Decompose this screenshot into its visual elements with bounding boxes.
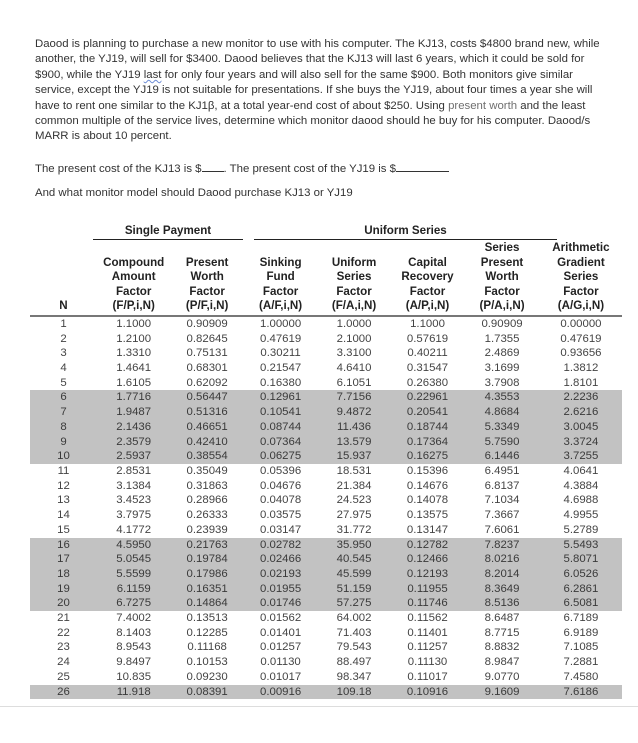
column-header-line: Arithmetic: [552, 241, 610, 254]
cell-n: 9: [30, 435, 97, 450]
cell-ag: 7.1085: [563, 641, 599, 654]
cell-af: 0.16380: [260, 376, 302, 389]
cell-pf: 0.62092: [186, 376, 228, 389]
cell-ap: 0.57619: [406, 332, 449, 345]
cell-af: 0.06275: [244, 449, 317, 464]
column-header-line: Present: [185, 255, 229, 269]
cell-fa: 7.7156: [317, 390, 390, 405]
cell-fa: 64.002: [336, 612, 372, 625]
cell-ap: 0.14676: [406, 479, 449, 492]
cell-pa: 7.1034: [484, 494, 520, 507]
cell-ap: 0.17364: [391, 435, 464, 450]
cell-ag: 6.9189: [563, 626, 599, 639]
question-present-cost: [35, 161, 449, 175]
column-header-line: Factor: [189, 284, 225, 298]
cell-pf: 0.35049: [186, 465, 228, 477]
cell-pa: 7.3667: [484, 509, 520, 522]
group-header-single-payment: Single Payment: [93, 224, 243, 240]
cell-af: 0.01746: [244, 596, 317, 611]
cell-fp: 7.4002: [116, 612, 152, 625]
column-header-line: (A/P,i,N): [405, 299, 450, 313]
cell-fp: 1.4641: [116, 362, 152, 375]
cell-af: 0.21547: [260, 362, 302, 375]
cell-n: 11: [57, 465, 70, 477]
table-row: [30, 479, 622, 494]
problem-statement: [35, 37, 605, 145]
cell-ag: 5.5493: [540, 538, 622, 553]
cell-pa: 8.9847: [484, 656, 520, 669]
cell-fa: 40.545: [317, 552, 390, 567]
column-header-line: Series: [563, 270, 599, 284]
cell-fp: 4.5950: [97, 538, 170, 553]
cell-ap: 0.18744: [391, 420, 464, 435]
column-header-line: Series: [336, 270, 372, 284]
cell-fa: 27.975: [336, 509, 372, 522]
cell-fa: 88.497: [336, 656, 372, 669]
cell-pa: 9.0770: [484, 670, 520, 683]
cell-af: 1.00000: [260, 317, 302, 330]
cell-ap: 0.11562: [407, 612, 448, 625]
header-row: [30, 241, 622, 316]
cell-ag: 1.8101: [563, 376, 599, 389]
table-row: [30, 670, 622, 685]
cell-af: 0.04078: [260, 494, 302, 507]
cell-n: 26: [30, 685, 97, 700]
cell-fa: 18.531: [336, 465, 372, 477]
cell-af: 0.05396: [260, 465, 302, 477]
cell-pf: 0.12285: [186, 626, 228, 639]
cell-pa: 8.0216: [464, 552, 540, 567]
table-row: [30, 449, 622, 464]
cell-af: 0.01257: [260, 641, 302, 654]
cell-fa: 24.523: [336, 494, 372, 507]
cell-ap: 0.15396: [406, 465, 449, 477]
column-header-line: Worth: [485, 270, 519, 284]
cell-pf: 0.82645: [186, 332, 228, 345]
bottom-divider: [0, 706, 638, 707]
cell-pf: 0.11168: [187, 641, 227, 654]
cell-ag: 3.3724: [540, 435, 622, 450]
cell-af: 0.30211: [260, 347, 301, 360]
cell-fp: 11.918: [97, 685, 170, 700]
cell-fp: 3.7975: [116, 509, 152, 522]
cell-n: 12: [57, 479, 70, 492]
cell-n: 20: [30, 596, 97, 611]
cell-pf: 0.23939: [186, 523, 228, 536]
cell-pa: 0.90909: [481, 317, 523, 330]
cell-ag: 7.2881: [563, 656, 599, 669]
cell-af: 0.47619: [260, 332, 302, 345]
cell-pa: 6.4951: [484, 465, 520, 477]
column-header-line: Factor: [115, 284, 152, 298]
cell-fa: 109.18: [317, 685, 390, 700]
cell-n: 15: [57, 523, 70, 536]
cell-ag: 7.6186: [540, 685, 622, 700]
table-body: [30, 316, 622, 699]
column-header-line: Fund: [266, 270, 295, 284]
cell-ag: 7.4580: [563, 670, 599, 683]
cell-fa: 98.347: [336, 670, 372, 683]
cell-af: 0.02466: [244, 552, 317, 567]
cell-fp: 5.0545: [97, 552, 170, 567]
cell-n: 21: [57, 612, 70, 625]
column-header-pf: [170, 241, 243, 316]
column-header-line: Compound: [103, 255, 165, 269]
cell-fp: 9.8497: [116, 656, 152, 669]
cell-pf: 0.68301: [186, 362, 228, 375]
problem-text-2: for only four years and will also sell for the same $900. Both monitors give similar service, except the YJ19 is not suitable for presentations. If she buys the YJ19, about four times a year she will have to rent one similar to the KJ1β, at a total year-end cost of about $250. Using: [35, 68, 593, 112]
cell-n: 13: [57, 494, 70, 507]
table-row: [30, 552, 622, 567]
column-header-line: Factor: [262, 284, 299, 298]
column-header-pa: [464, 241, 540, 316]
cell-af: 0.01955: [244, 582, 317, 597]
cell-pa: 2.4869: [484, 347, 520, 360]
cell-pa: 7.6061: [484, 523, 520, 536]
table-row: [30, 405, 622, 420]
cell-fa: 2.1000: [336, 332, 372, 345]
cell-pf: 0.08391: [170, 685, 243, 700]
cell-fp: 6.1159: [97, 582, 170, 597]
cell-ag: 1.3812: [563, 362, 599, 375]
cell-af: 0.10541: [244, 405, 317, 420]
column-header-line: Present: [480, 255, 524, 269]
cell-fa: 11.436: [317, 420, 390, 435]
interest-factor-table: [30, 241, 622, 699]
cell-n: 14: [57, 509, 70, 522]
cell-fp: 4.1772: [116, 523, 152, 536]
column-header-ap: [391, 241, 464, 316]
column-header-line: (A/F,i,N): [259, 299, 303, 313]
table-row: [30, 640, 622, 655]
column-header-fa: [317, 241, 390, 316]
cell-fa: 1.0000: [336, 317, 372, 330]
cell-ap: 0.11401: [407, 626, 448, 639]
column-header-line: Capital: [408, 255, 447, 269]
cell-af: 0.02193: [244, 567, 317, 582]
cell-pa: 8.3649: [464, 582, 540, 597]
cell-ap: 0.40211: [407, 347, 448, 360]
cell-ap: 0.16275: [391, 449, 464, 464]
cell-pa: 8.6487: [484, 612, 520, 625]
cell-pf: 0.46651: [170, 420, 243, 435]
column-header-line: Worth: [190, 270, 224, 284]
cell-fp: 1.7716: [97, 390, 170, 405]
cell-ap: 0.11130: [407, 656, 448, 669]
cell-pa: 6.8137: [484, 479, 520, 492]
cell-n: 17: [30, 552, 97, 567]
table-row: [30, 464, 622, 479]
column-header-fp: [97, 241, 170, 316]
column-header-line: Recovery: [401, 270, 454, 284]
table-row: [30, 596, 622, 611]
cell-af: 0.03575: [260, 509, 302, 522]
cell-ap: 0.12466: [391, 552, 464, 567]
cell-n: 3: [60, 347, 67, 360]
cell-ap: 0.26380: [406, 376, 449, 389]
cell-af: 0.00916: [244, 685, 317, 700]
table-row: [30, 508, 622, 523]
question-which-model: And what monitor model should Daood purchase KJ13 or YJ19: [35, 187, 353, 199]
cell-fp: 2.5937: [97, 449, 170, 464]
cell-ag: 6.7189: [563, 612, 599, 625]
table-row: [30, 435, 622, 450]
column-header-n: [30, 241, 97, 316]
cell-ag: 2.6216: [540, 405, 622, 420]
cell-pa: 8.8832: [484, 641, 520, 654]
cell-fp: 5.5599: [97, 567, 170, 582]
cell-pa: 9.1609: [464, 685, 540, 700]
column-header-line: (P/A,i,N): [479, 299, 525, 313]
cell-pf: 0.13513: [186, 612, 228, 625]
table-row: [30, 361, 622, 376]
column-header-line: (P/F,i,N): [185, 299, 229, 313]
cell-pf: 0.14864: [170, 596, 243, 611]
cell-ap: 0.12782: [391, 538, 464, 553]
cell-fa: 9.4872: [317, 405, 390, 420]
cell-pa: 4.8684: [464, 405, 540, 420]
cell-n: 24: [57, 656, 70, 669]
cell-pa: 4.3553: [464, 390, 540, 405]
cell-fa: 35.950: [317, 538, 390, 553]
cell-fa: 3.3100: [336, 347, 372, 360]
cell-fa: 79.543: [336, 641, 372, 654]
cell-fp: 1.6105: [116, 376, 152, 389]
cell-af: 0.12961: [244, 390, 317, 405]
cell-fa: 71.403: [336, 626, 372, 639]
cell-af: 0.07364: [244, 435, 317, 450]
column-header-line: Factor: [409, 284, 446, 298]
highlighted-phrase: present worth: [448, 99, 518, 112]
cell-n: 6: [30, 390, 97, 405]
cell-fp: 8.1403: [116, 626, 152, 639]
cell-pa: 8.2014: [464, 567, 540, 582]
cell-af: 0.01130: [260, 656, 301, 669]
cell-pa: 5.7590: [464, 435, 540, 450]
table-row: [30, 685, 622, 700]
column-header-line: (A/G,i,N): [557, 299, 605, 313]
cell-ap: 0.10916: [391, 685, 464, 700]
table-row: [30, 376, 622, 391]
cell-fa: 15.937: [317, 449, 390, 464]
cell-ap: 0.11257: [407, 641, 448, 654]
cell-af: 0.02782: [244, 538, 317, 553]
cell-pf: 0.51316: [170, 405, 243, 420]
cell-ap: 0.11017: [407, 670, 448, 683]
cell-fp: 1.2100: [116, 332, 152, 345]
column-header-line: Factor: [336, 284, 372, 298]
cell-ap: 0.31547: [406, 362, 449, 375]
cell-fp: 6.7275: [97, 596, 170, 611]
question-kj13-label: The present cost of the KJ13 is $: [35, 163, 202, 175]
cell-ap: 0.13575: [406, 509, 449, 522]
cell-ag: 0.00000: [560, 317, 602, 330]
table-row: [30, 332, 622, 347]
cell-n: 10: [30, 449, 97, 464]
cell-ag: 6.0526: [540, 567, 622, 582]
problem-text-3: and the least common multiple of the service lives, determine which monitor daood should he buy for his computer. Daood/s MARR is about 10 percent.: [35, 99, 591, 143]
cell-fa: 6.1051: [336, 376, 372, 389]
cell-ap: 0.20541: [391, 405, 464, 420]
cell-pf: 0.90909: [186, 317, 228, 330]
cell-pa: 3.7908: [484, 376, 520, 389]
cell-fp: 10.835: [116, 670, 152, 683]
table-row: [30, 316, 622, 332]
cell-fp: 3.4523: [116, 494, 152, 507]
cell-ag: 4.3884: [563, 479, 599, 492]
cell-fp: 1.3310: [116, 347, 152, 360]
cell-fp: 2.1436: [97, 420, 170, 435]
cell-ag: 0.47619: [560, 332, 602, 345]
cell-pf: 0.56447: [170, 390, 243, 405]
cell-ap: 0.22961: [391, 390, 464, 405]
cell-af: 0.04676: [260, 479, 302, 492]
cell-af: 0.01017: [260, 670, 302, 683]
cell-fa: 31.772: [336, 523, 372, 536]
cell-ag: 3.7255: [540, 449, 622, 464]
cell-fp: 2.8531: [116, 465, 152, 477]
cell-fa: 13.579: [317, 435, 390, 450]
cell-n: 22: [57, 626, 70, 639]
cell-fa: 4.6410: [336, 362, 372, 375]
cell-n: 2: [60, 332, 67, 345]
cell-fa: 51.159: [317, 582, 390, 597]
cell-n: 23: [57, 641, 70, 654]
cell-pf: 0.38554: [170, 449, 243, 464]
cell-n: 1: [60, 317, 67, 330]
cell-pf: 0.19784: [170, 552, 243, 567]
cell-pf: 0.17986: [170, 567, 243, 582]
cell-pa: 8.7715: [484, 626, 520, 639]
cell-pf: 0.21763: [170, 538, 243, 553]
cell-fp: 3.1384: [116, 479, 152, 492]
cell-af: 0.01562: [260, 612, 302, 625]
cell-n: 8: [30, 420, 97, 435]
cell-ag: 0.93656: [560, 347, 602, 360]
question-yj19-label: . The present cost of the YJ19 is $: [223, 163, 396, 175]
answer-blank-kj13: [202, 161, 224, 172]
cell-pf: 0.26333: [186, 509, 228, 522]
cell-n: 25: [57, 670, 70, 683]
cell-ag: 4.9955: [563, 509, 599, 522]
cell-fp: 2.3579: [97, 435, 170, 450]
column-header-line: Sinking: [259, 255, 302, 269]
cell-pf: 0.10153: [186, 656, 228, 669]
cell-n: 16: [30, 538, 97, 553]
column-header-line: (F/A,i,N): [331, 299, 377, 313]
cell-ap: 0.11955: [391, 582, 464, 597]
cell-ag: 3.0045: [540, 420, 622, 435]
table-row: [30, 420, 622, 435]
cell-pa: 8.5136: [464, 596, 540, 611]
column-header-line: (F/P,i,N): [112, 299, 155, 313]
problem-paragraph: [35, 37, 605, 145]
column-header-line: Amount: [111, 270, 156, 284]
cell-ag: 5.8071: [540, 552, 622, 567]
table-row: [30, 626, 622, 641]
cell-n: 4: [60, 362, 67, 375]
cell-ap: 0.11746: [391, 596, 464, 611]
cell-pa: 7.8237: [464, 538, 540, 553]
table-row: [30, 390, 622, 405]
spellcheck-word: last: [143, 68, 162, 81]
table-row: [30, 493, 622, 508]
cell-ag: 6.2861: [540, 582, 622, 597]
cell-ag: 4.0641: [563, 465, 599, 477]
table-row: [30, 611, 622, 626]
column-header-line: Series: [484, 241, 520, 254]
cell-fp: 1.1000: [116, 317, 152, 330]
cell-fa: 45.599: [317, 567, 390, 582]
table-row: [30, 567, 622, 582]
cell-n: 18: [30, 567, 97, 582]
cell-ag: 4.6988: [563, 494, 599, 507]
cell-ap: 0.14078: [406, 494, 449, 507]
cell-af: 0.08744: [244, 420, 317, 435]
cell-pf: 0.16351: [170, 582, 243, 597]
cell-pf: 0.31863: [186, 479, 228, 492]
table-row: [30, 523, 622, 538]
cell-pf: 0.42410: [170, 435, 243, 450]
cell-fp: 8.9543: [116, 641, 152, 654]
cell-ag: 2.2236: [540, 390, 622, 405]
cell-pa: 5.3349: [464, 420, 540, 435]
table-row: [30, 655, 622, 670]
column-header-line: Uniform: [331, 255, 377, 269]
cell-ap: 0.13147: [406, 523, 449, 536]
column-header-line: Gradient: [557, 255, 605, 269]
cell-fa: 21.384: [336, 479, 372, 492]
column-header-line: Factor: [484, 284, 520, 298]
cell-af: 0.03147: [260, 523, 302, 536]
cell-ag: 6.5081: [540, 596, 622, 611]
table-row: [30, 582, 622, 597]
cell-ap: 1.1000: [410, 317, 445, 330]
cell-n: 5: [60, 376, 67, 389]
column-header-ag: [540, 241, 622, 316]
table-row: [30, 346, 622, 361]
column-header-line: N: [59, 299, 68, 313]
cell-ag: 5.2789: [563, 523, 599, 536]
cell-pa: 6.1446: [464, 449, 540, 464]
cell-pa: 3.1699: [484, 362, 520, 375]
column-header-line: Factor: [563, 284, 599, 298]
table-row: [30, 538, 622, 553]
cell-pf: 0.28966: [186, 494, 228, 507]
column-header-af: [244, 241, 317, 316]
cell-fp: 1.9487: [97, 405, 170, 420]
answer-blank-yj19: [396, 161, 449, 172]
cell-n: 7: [30, 405, 97, 420]
cell-fa: 57.275: [317, 596, 390, 611]
cell-ap: 0.12193: [391, 567, 464, 582]
problem-text-1: Daood is planning to purchase a new monitor to use with his computer. The KJ13, costs $4800 brand new, while another, the YJ19, will sell for $3400. Daood believes that the KJ13 will last 6 years, which it could be sold for $900, while the YJ19: [35, 38, 600, 81]
cell-pa: 1.7355: [484, 332, 520, 345]
cell-pf: 0.75131: [186, 347, 228, 360]
cell-af: 0.01401: [260, 626, 302, 639]
cell-pf: 0.09230: [186, 670, 228, 683]
group-header-uniform-series: Uniform Series: [254, 224, 557, 240]
cell-n: 19: [30, 582, 97, 597]
